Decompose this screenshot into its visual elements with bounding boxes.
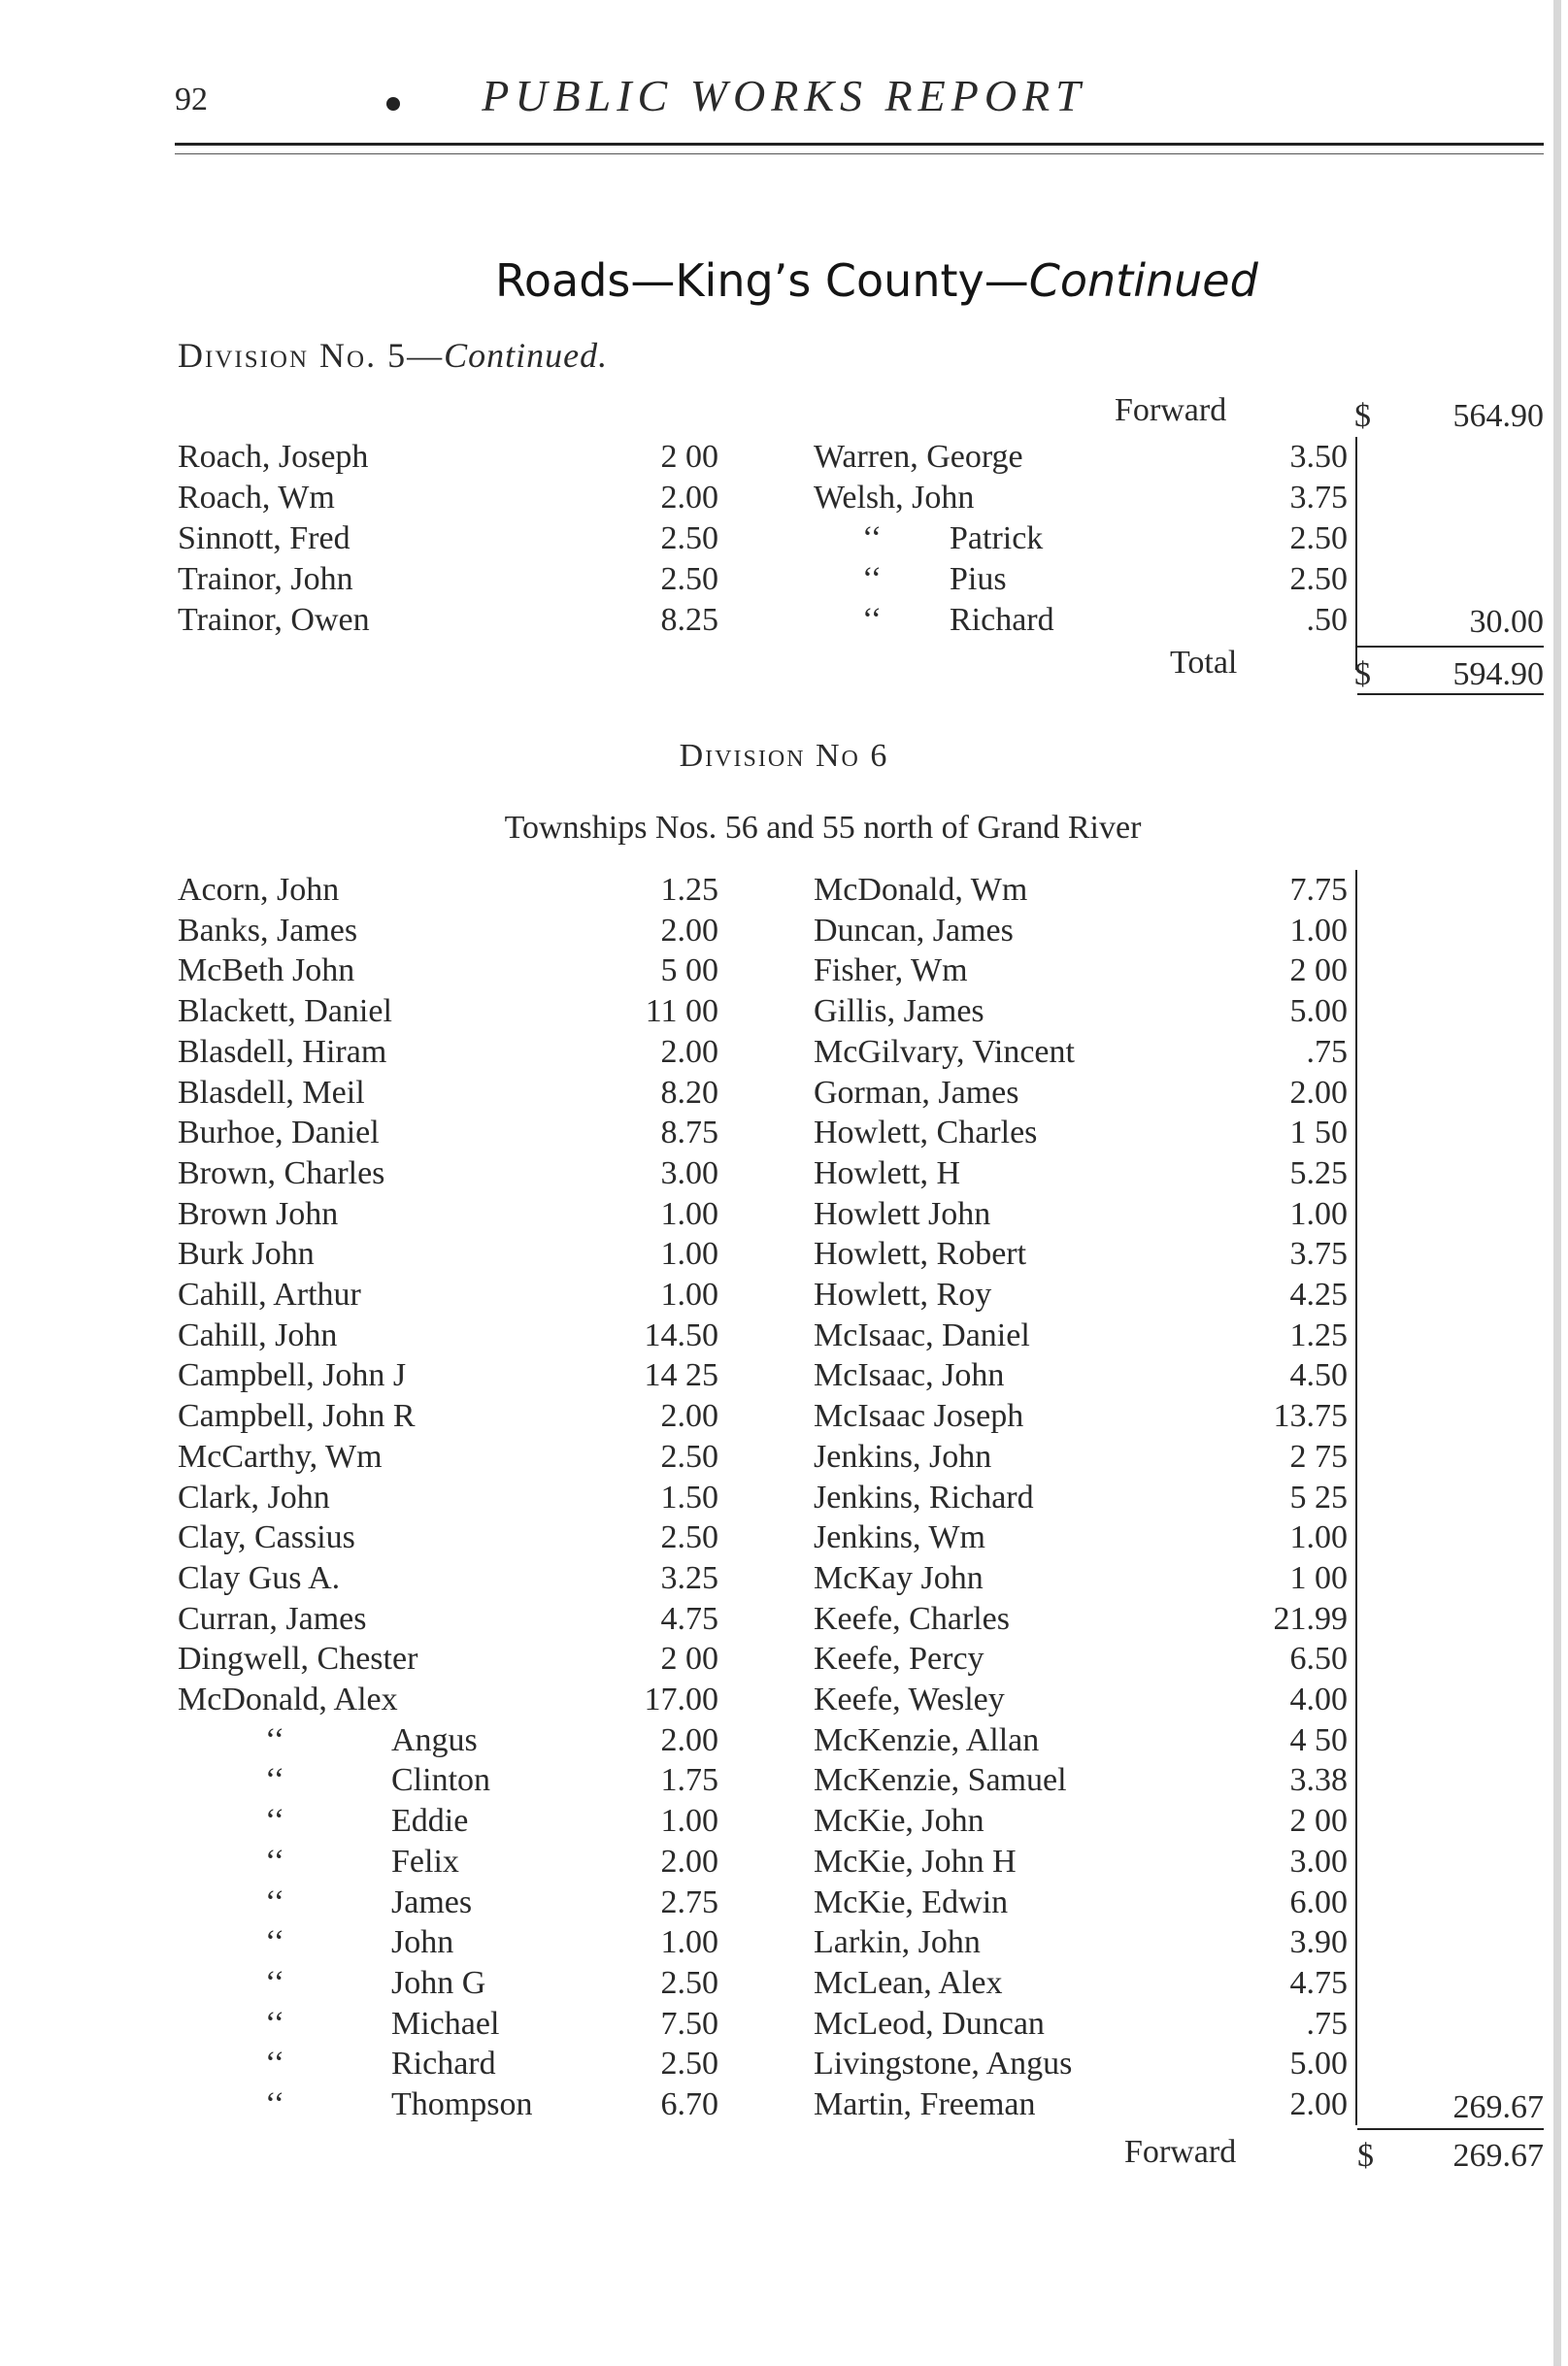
ledger-name: Blasdell, Hiram — [178, 1033, 387, 1070]
ledger-amount: 2.50 — [1289, 520, 1348, 556]
ledger-amount: 2.50 — [660, 1438, 718, 1475]
ledger-amount: 11 00 — [645, 993, 718, 1030]
division5-heading-label: Division No. 5— — [178, 336, 445, 375]
ledger-name: McBeth John — [178, 952, 355, 989]
ledger-name: McCarthy, Wm — [178, 1438, 383, 1475]
ledger-name: James — [391, 1883, 473, 1920]
ledger-name: Roach, Joseph — [178, 439, 369, 475]
ditto-mark: ‘‘ — [265, 2086, 285, 2122]
ledger-name: McKenzie, Samuel — [814, 1762, 1067, 1799]
ledger-amount: 6.50 — [1289, 1641, 1348, 1678]
ledger-amount: 1.00 — [1289, 912, 1348, 949]
ditto-mark: ‘‘ — [265, 1883, 285, 1920]
ledger-name: Blackett, Daniel — [178, 993, 392, 1030]
ledger-amount: 3.75 — [1289, 1236, 1348, 1273]
ledger-amount: 4.50 — [1289, 1357, 1348, 1394]
section-title-main: Roads—King’s County— — [495, 254, 1029, 307]
ledger-amount: 2.00 — [660, 1398, 718, 1435]
ledger-amount: 14 25 — [644, 1357, 718, 1394]
division6-forward-rule — [1357, 2128, 1544, 2130]
ledger-name: Blasdell, Meil — [178, 1074, 365, 1111]
ledger-amount: 4.25 — [1289, 1277, 1348, 1313]
ledger-amount: 3.00 — [1289, 1843, 1348, 1880]
ledger-amount: 2 00 — [1289, 952, 1348, 989]
header-rule-thick — [175, 143, 1544, 146]
page-edge-shadow — [1553, 0, 1561, 2366]
ditto-mark: ‘‘ — [265, 1721, 285, 1758]
ledger-amount: 2.00 — [660, 1721, 718, 1758]
ledger-name: Brown John — [178, 1195, 339, 1232]
ditto-mark: ‘‘ — [265, 2005, 285, 2042]
ledger-amount: 5.25 — [1289, 1154, 1348, 1191]
ledger-amount: 14.50 — [644, 1316, 718, 1353]
ledger-column-rule — [1355, 870, 1357, 2125]
section-title-continued: Continued — [1028, 254, 1258, 307]
ledger-name: Clay, Cassius — [178, 1519, 355, 1556]
ledger-amount: 8.20 — [660, 1074, 718, 1111]
ledger-amount: 2.50 — [660, 1519, 718, 1556]
ledger-name: Clay Gus A. — [178, 1559, 341, 1596]
ledger-name: Pius — [950, 561, 1007, 597]
ledger-amount: 4.75 — [1289, 1964, 1348, 2001]
ledger-amount: 2.00 — [660, 1033, 718, 1070]
division6-subtotal: 269.67 — [1452, 2089, 1544, 2125]
division5-total-underline — [1357, 693, 1544, 695]
ledger-name: Burk John — [178, 1236, 315, 1273]
ledger-name: Cahill, Arthur — [178, 1277, 361, 1313]
ledger-amount: 2.50 — [660, 520, 718, 556]
ledger-amount: 2.00 — [660, 912, 718, 949]
ledger-amount: 4 50 — [1289, 1721, 1348, 1758]
ledger-amount: 1.00 — [1289, 1519, 1348, 1556]
page-number: 92 — [175, 82, 208, 117]
ledger-name: Keefe, Wesley — [814, 1682, 1005, 1717]
ditto-mark: ‘‘ — [862, 602, 883, 638]
ditto-mark: ‘‘ — [862, 561, 883, 597]
ledger-name: McKie, John — [814, 1803, 984, 1840]
ledger-amount: 1.25 — [660, 872, 718, 908]
ledger-amount: 7.50 — [660, 2005, 718, 2042]
ledger-name: Eddie — [391, 1803, 469, 1840]
ledger-amount: .75 — [1306, 2005, 1348, 2042]
ledger-name: McDonald, Wm — [814, 872, 1028, 908]
ledger-name: McKay John — [814, 1559, 984, 1596]
ledger-name: Burhoe, Daniel — [178, 1115, 380, 1151]
division5-heading-continued: Continued. — [444, 336, 609, 375]
ledger-amount: 8.75 — [660, 1115, 718, 1151]
division5-forward-label: Forward — [1115, 392, 1227, 428]
ledger-amount: 3.25 — [660, 1559, 718, 1596]
ledger-name: Thompson — [391, 2086, 533, 2122]
ledger-amount: 1.00 — [660, 1236, 718, 1273]
ledger-name: Clark, John — [178, 1479, 330, 1516]
ledger-amount: 17.00 — [644, 1682, 718, 1717]
ledger-amount: 1.00 — [660, 1924, 718, 1961]
ledger-name: McDonald, Alex — [178, 1682, 398, 1717]
ditto-mark: ‘‘ — [265, 1924, 285, 1961]
ledger-amount: 5.00 — [1289, 2046, 1348, 2083]
ledger-amount: 7.75 — [1289, 872, 1348, 908]
ledger-amount: 2.00 — [1289, 1074, 1348, 1111]
ditto-mark: ‘‘ — [265, 1843, 285, 1880]
ledger-amount: 3.00 — [660, 1154, 718, 1191]
ledger-name: Howlett John — [814, 1195, 991, 1232]
ledger-name: McIsaac Joseph — [814, 1398, 1024, 1435]
ledger-amount: 2 75 — [1289, 1438, 1348, 1475]
division6-forward-amount: 269.67 — [1452, 2138, 1544, 2174]
ledger-amount: 2.00 — [1289, 2086, 1348, 2122]
ledger-name: Livingstone, Angus — [814, 2046, 1073, 2083]
ledger-name: Martin, Freeman — [814, 2086, 1036, 2122]
ledger-name: McGilvary, Vincent — [814, 1033, 1075, 1070]
division6-forward-currency: $ — [1357, 2138, 1374, 2174]
ledger-amount: 21.99 — [1273, 1600, 1348, 1637]
ledger-name: Felix — [391, 1843, 459, 1880]
ledger-name: Warren, George — [814, 439, 1023, 475]
ledger-name: Michael — [391, 2005, 500, 2042]
ledger-name: Howlett, Robert — [814, 1236, 1027, 1273]
ledger-name: Fisher, Wm — [814, 952, 968, 989]
ledger-amount: 4.75 — [660, 1600, 718, 1637]
ledger-name: Richard — [391, 2046, 496, 2083]
division5-heading — [178, 335, 608, 376]
ledger-amount: 8.25 — [660, 602, 718, 638]
division5-total-rule — [1357, 646, 1544, 648]
ledger-name: Trainor, Owen — [178, 602, 370, 638]
division5-subtotal: 30.00 — [1469, 604, 1544, 640]
division5-total-label: Total — [1170, 645, 1238, 681]
ledger-name: Howlett, H — [814, 1154, 961, 1191]
ledger-name: McIsaac, John — [814, 1357, 1005, 1394]
ledger-amount: 3.38 — [1289, 1762, 1348, 1799]
ledger-amount: 2 00 — [1289, 1803, 1348, 1840]
ledger-amount: 5 25 — [1289, 1479, 1348, 1516]
ledger-amount: 2.50 — [660, 561, 718, 597]
ledger-name: Gillis, James — [814, 993, 984, 1030]
ledger-amount: 1.75 — [660, 1762, 718, 1799]
ledger-amount: 1 50 — [1289, 1115, 1348, 1151]
division5-forward-currency: $ — [1354, 398, 1371, 434]
ditto-mark: ‘‘ — [862, 520, 883, 556]
ledger-amount: 3.50 — [1289, 439, 1348, 475]
ledger-name: Jenkins, Wm — [814, 1519, 985, 1556]
ledger-amount: 2.50 — [660, 2046, 718, 2083]
ledger-name: Campbell, John R — [178, 1398, 416, 1435]
ledger-amount: 2.50 — [660, 1964, 718, 2001]
ledger-name: Acorn, John — [178, 872, 340, 908]
ledger-amount: 6.00 — [1289, 1883, 1348, 1920]
division6-forward-label: Forward — [1124, 2134, 1237, 2170]
ledger-amount: 1.00 — [1289, 1195, 1348, 1232]
ledger-name: McLeod, Duncan — [814, 2005, 1045, 2042]
ledger-name: Clinton — [391, 1762, 491, 1799]
ledger-name: Welsh, John — [814, 480, 975, 516]
ledger-amount: 1.00 — [660, 1195, 718, 1232]
header-rule-thin — [175, 153, 1544, 154]
ditto-mark: ‘‘ — [265, 1803, 285, 1840]
ledger-name: Dingwell, Chester — [178, 1641, 418, 1678]
ditto-mark: ‘‘ — [265, 1762, 285, 1799]
ledger-amount: 2.75 — [660, 1883, 718, 1920]
ledger-name: McKenzie, Allan — [814, 1721, 1040, 1758]
ledger-name: McIsaac, Daniel — [814, 1316, 1030, 1353]
division5-total-currency: $ — [1354, 656, 1371, 692]
ledger-amount: 2 00 — [660, 439, 718, 475]
ledger-amount: .75 — [1306, 1033, 1348, 1070]
ledger-amount: 1.00 — [660, 1803, 718, 1840]
ledger-amount: 5 00 — [660, 952, 718, 989]
ledger-name: Larkin, John — [814, 1924, 981, 1961]
ditto-mark: ‘‘ — [265, 1964, 285, 2001]
ledger-amount: 2.00 — [660, 1843, 718, 1880]
division6-townships: Townships Nos. 56 and 55 north of Grand River — [504, 810, 1142, 846]
running-header: PUBLIC WORKS REPORT — [482, 71, 1086, 120]
ledger-name: Howlett, Charles — [814, 1115, 1038, 1151]
ledger-name: McLean, Alex — [814, 1964, 1003, 2001]
ledger-amount: 1.00 — [660, 1277, 718, 1313]
ledger-column-rule — [1355, 437, 1357, 670]
ledger-amount: 4.00 — [1289, 1682, 1348, 1717]
ledger-name: Angus — [391, 1721, 478, 1758]
ledger-name: Banks, James — [178, 912, 358, 949]
ledger-amount: 2 00 — [660, 1641, 718, 1678]
ledger-amount: 1.25 — [1289, 1316, 1348, 1353]
ledger-name: Jenkins, John — [814, 1438, 992, 1475]
ledger-amount: 1 00 — [1289, 1559, 1348, 1596]
ledger-name: Duncan, James — [814, 912, 1014, 949]
ledger-amount: 3.90 — [1289, 1924, 1348, 1961]
ledger-name: Roach, Wm — [178, 480, 335, 516]
ledger-name: Keefe, Percy — [814, 1641, 984, 1678]
ditto-mark: ‘‘ — [265, 2046, 285, 2083]
ledger-name: McKie, Edwin — [814, 1883, 1009, 1920]
section-title — [495, 254, 1258, 307]
ledger-amount: 2.00 — [660, 480, 718, 516]
division6-heading: Division No 6 — [679, 738, 889, 774]
ledger-name: Trainor, John — [178, 561, 353, 597]
ledger-name: Richard — [950, 602, 1054, 638]
ledger-name: McKie, John H — [814, 1843, 1017, 1880]
ledger-name: Keefe, Charles — [814, 1600, 1011, 1637]
ledger-name: Campbell, John J — [178, 1357, 407, 1394]
ledger-amount: 3.75 — [1289, 480, 1348, 516]
ledger-name: Sinnott, Fred — [178, 520, 350, 556]
ledger-name: Jenkins, Richard — [814, 1479, 1034, 1516]
ledger-amount: 2.50 — [1289, 561, 1348, 597]
division5-forward-amount: 564.90 — [1452, 398, 1544, 434]
ledger-amount: 13.75 — [1273, 1398, 1348, 1435]
division5-total-amount: 594.90 — [1452, 656, 1544, 692]
ledger-name: Cahill, John — [178, 1316, 338, 1353]
ledger-amount: 5.00 — [1289, 993, 1348, 1030]
ledger-name: Gorman, James — [814, 1074, 1019, 1111]
ledger-name: John — [391, 1924, 454, 1961]
ledger-name: Patrick — [950, 520, 1044, 556]
ledger-name: Brown, Charles — [178, 1154, 385, 1191]
ledger-amount: .50 — [1306, 602, 1348, 638]
ledger-name: John G — [391, 1964, 486, 2001]
ledger-amount: 6.70 — [660, 2086, 718, 2122]
ledger-amount: 1.50 — [660, 1479, 718, 1516]
ledger-name: Curran, James — [178, 1600, 367, 1637]
ledger-name: Howlett, Roy — [814, 1277, 992, 1313]
